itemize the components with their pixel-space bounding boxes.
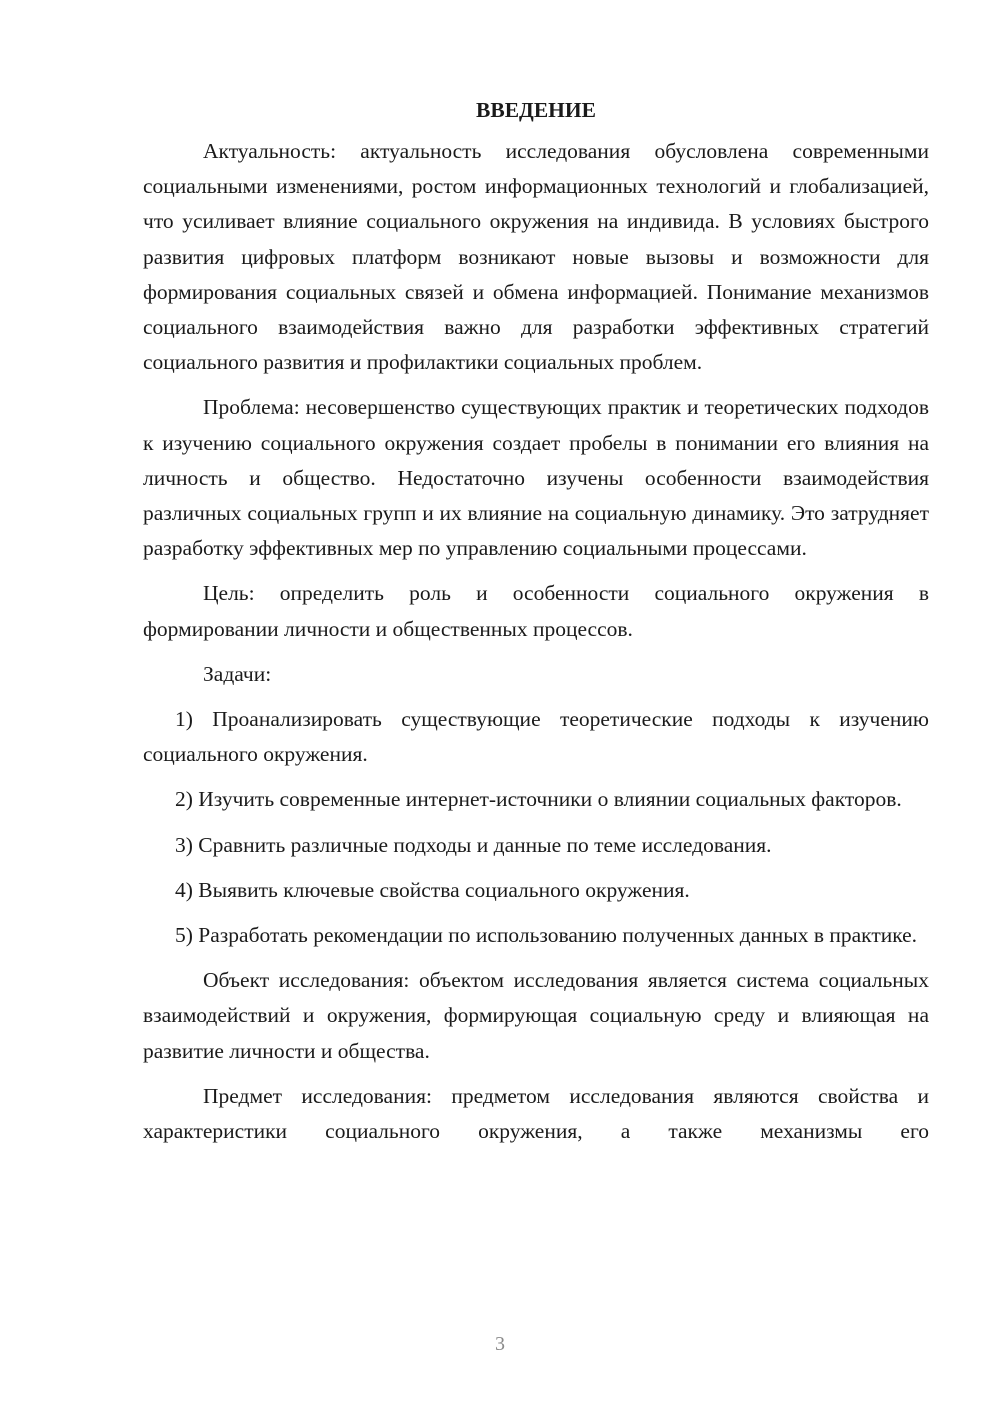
task-item: 3) Сравнить различные подходы и данные по теме исследования. (175, 832, 772, 857)
object-paragraph: Объект исследования: объектом исследования является система социальных взаимодействий и окружения, формирующая социальную среду и влияющая на развитие личности и общества. (143, 968, 929, 1063)
subject-paragraph: Предмет исследования: предметом исследования являются свойства и характеристики социального окружения, а также механизмы его (143, 1083, 929, 1144)
document-page (143, 92, 929, 1149)
section-title: ВВЕДЕНИЕ (476, 98, 596, 122)
relevance-paragraph: Актуальность: актуальность исследования обусловлена современными социальными изменениями, ростом информационных технологий и глобализацией, что усиливает влияние социального окружения на индивида. В условиях быстрого развития цифровых платформ возникают новые вызовы и возможности для формирования социальных связей и обмена информацией. Понимание механизмов социального взаимодействия важно для разработки эффективных стратегий социального развития и профилактики социальных проблем. (143, 139, 929, 375)
page-number: 3 (495, 1333, 505, 1355)
goal-paragraph: Цель: определить роль и особенности социального окружения в формировании личности и общественных процессов. (143, 581, 929, 641)
tasks-heading: Задачи: (203, 661, 272, 686)
task-item: 5) Разработать рекомендации по использованию полученных данных в практике. (175, 923, 918, 948)
task-item: 1) Проанализировать существующие теоретические подходы к изучению социального окружения. (143, 707, 929, 767)
problem-paragraph: Проблема: несовершенство существующих практик и теоретических подходов к изучению социального окружения создает пробелы в понимании его влияния на личность и общество. Недостаточно изучены особенности взаимодействия различных социальных групп и их влияние на социальную динамику. Это затрудняет разработку эффективных мер по управлению социальными процессами. (143, 395, 929, 561)
task-item: 4) Выявить ключевые свойства социального окружения. (175, 877, 690, 902)
task-item: 2) Изучить современные интернет-источники о влиянии социальных факторов. (175, 787, 902, 812)
